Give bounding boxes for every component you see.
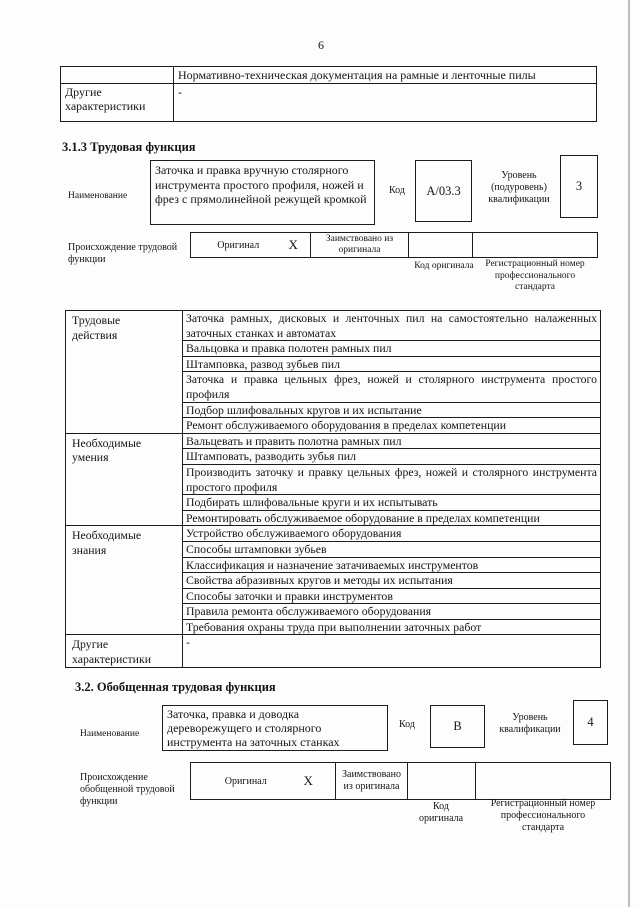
table-row [66, 635, 601, 667]
table-cell: Устройство обслуживаемого оборудования [183, 526, 601, 542]
original-code-cell [408, 763, 476, 800]
generalized-function-name-text: Заточка, правка и доводка дереворежущего и столярного инструмента на заточных станках [167, 707, 340, 749]
table-cell: Способы заточки и правки инструментов [183, 588, 601, 604]
original-code-cell [409, 233, 473, 258]
table-cell: Подбирать шлифовальные круги и их испытывать [183, 495, 601, 511]
section-heading-generalized-function: 3.2. Обобщенная трудовая функция [75, 680, 276, 694]
continued-characteristics-table [60, 66, 597, 122]
group-cell-other-characteristics [66, 635, 183, 667]
table-cell-label: Другие характеристики [61, 84, 174, 122]
origin-table [190, 232, 598, 258]
table-cell: Способы штамповки зубьев [183, 541, 601, 557]
original-code-caption: Код оригинала [414, 261, 474, 271]
table-cell: Классификация и назначение затачиваемых инструментов [183, 557, 601, 573]
group-label: Необходимые знания [72, 528, 142, 557]
name-label: Наименование [68, 191, 128, 201]
table-cell: - [183, 635, 601, 667]
table-cell: - [174, 84, 597, 122]
table-cell: Свойства абразивных кругов и методы их испытания [183, 573, 601, 589]
table-row [191, 763, 611, 800]
origin-label: Происхождение обобщенной трудовой функции [80, 772, 175, 807]
group-cell-required-knowledge [66, 526, 183, 635]
origin-original-cell: Оригинал [191, 763, 301, 800]
function-name-box [150, 160, 375, 225]
code-label: Код [389, 185, 405, 196]
table-row [66, 433, 601, 449]
reg-number-caption: Регистрационный номер профессионального стандарта [485, 259, 585, 292]
group-label: Необходимые умения [72, 435, 142, 465]
code-value: В [453, 719, 462, 733]
group-label: Трудовые действия [72, 313, 121, 342]
original-code-caption: Код оригинала [418, 801, 464, 824]
table-row [61, 84, 597, 122]
name-label: Наименование [80, 729, 140, 739]
level-value: 4 [587, 715, 594, 729]
level-box [573, 700, 608, 745]
group-cell-required-skills [66, 433, 183, 526]
table-row [66, 526, 601, 542]
table-cell: Правила ремонта обслуживаемого оборудования [183, 604, 601, 620]
origin-borrowed-cell: Заимствовано из оригинала [311, 233, 409, 258]
generalized-function-name-box [162, 705, 388, 751]
section-heading-labor-function: 3.1.3 Трудовая функция [62, 140, 196, 154]
page-number: 6 [318, 38, 324, 52]
table-cell: Заточка рамных, дисковых и ленточных пил на самостоятельно налаженных заточных станках и автоматах [183, 311, 601, 341]
code-box [430, 705, 485, 748]
table-row [61, 67, 597, 84]
table-cell: Требования охраны труда при выполнении заточных работ [183, 619, 601, 635]
origin-mark-cell: X [301, 763, 336, 800]
table-cell: Вальцевать и править полотна рамных пил [183, 433, 601, 449]
level-box [560, 155, 598, 218]
reg-number-caption: Регистрационный номер профессионального стандарта [490, 798, 596, 833]
origin-borrowed-cell: Заимствовано из оригинала [336, 763, 408, 800]
table-cell: Ремонтировать обслуживаемое оборудование в пределах компетенции [183, 510, 601, 526]
table-cell: Нормативно-техническая документация на рамные и ленточные пилы [174, 67, 597, 84]
origin-table [190, 762, 611, 800]
table-cell: Вальцовка и правка полотен рамных пил [183, 341, 601, 357]
table-cell: Штамповать, разводить зубья пил [183, 449, 601, 465]
table-cell: Штамповка, развод зубьев пил [183, 356, 601, 372]
table-cell-empty [61, 67, 174, 84]
table-row [66, 311, 601, 341]
code-value: А/03.3 [426, 183, 461, 198]
table-cell: Заточка и правка цельных фрез, ножей и столярного инструмента простого профиля [183, 372, 601, 402]
competency-details-table [65, 310, 601, 668]
table-row [191, 233, 598, 258]
origin-label: Происхождение трудовой функции [68, 242, 178, 265]
level-label: Уровень (подуровень) квалификации [488, 170, 550, 205]
table-cell: Ремонт обслуживаемого оборудования в пределах компетенции [183, 418, 601, 434]
scan-edge-shadow [628, 0, 630, 907]
reg-number-cell [476, 763, 611, 800]
table-cell: Подбор шлифовальных кругов и их испытание [183, 402, 601, 418]
origin-mark-cell: X [286, 233, 311, 258]
reg-number-cell [473, 233, 598, 258]
code-box [415, 160, 472, 222]
group-cell-labor-actions [66, 311, 183, 434]
level-label: Уровень квалификации [499, 712, 561, 735]
level-value: 3 [575, 179, 583, 193]
group-label: Другие характеристики [72, 637, 152, 667]
table-cell: Производить заточку и правку цельных фрез, ножей и столярного инструмента простого профиля [183, 464, 601, 494]
function-name-text: Заточка и правка вручную столярного инструмента простого профиля, ножей и фрез с прямолинейной режущей кромкой [155, 163, 367, 206]
code-label: Код [399, 719, 415, 730]
origin-original-cell: Оригинал [191, 233, 286, 258]
